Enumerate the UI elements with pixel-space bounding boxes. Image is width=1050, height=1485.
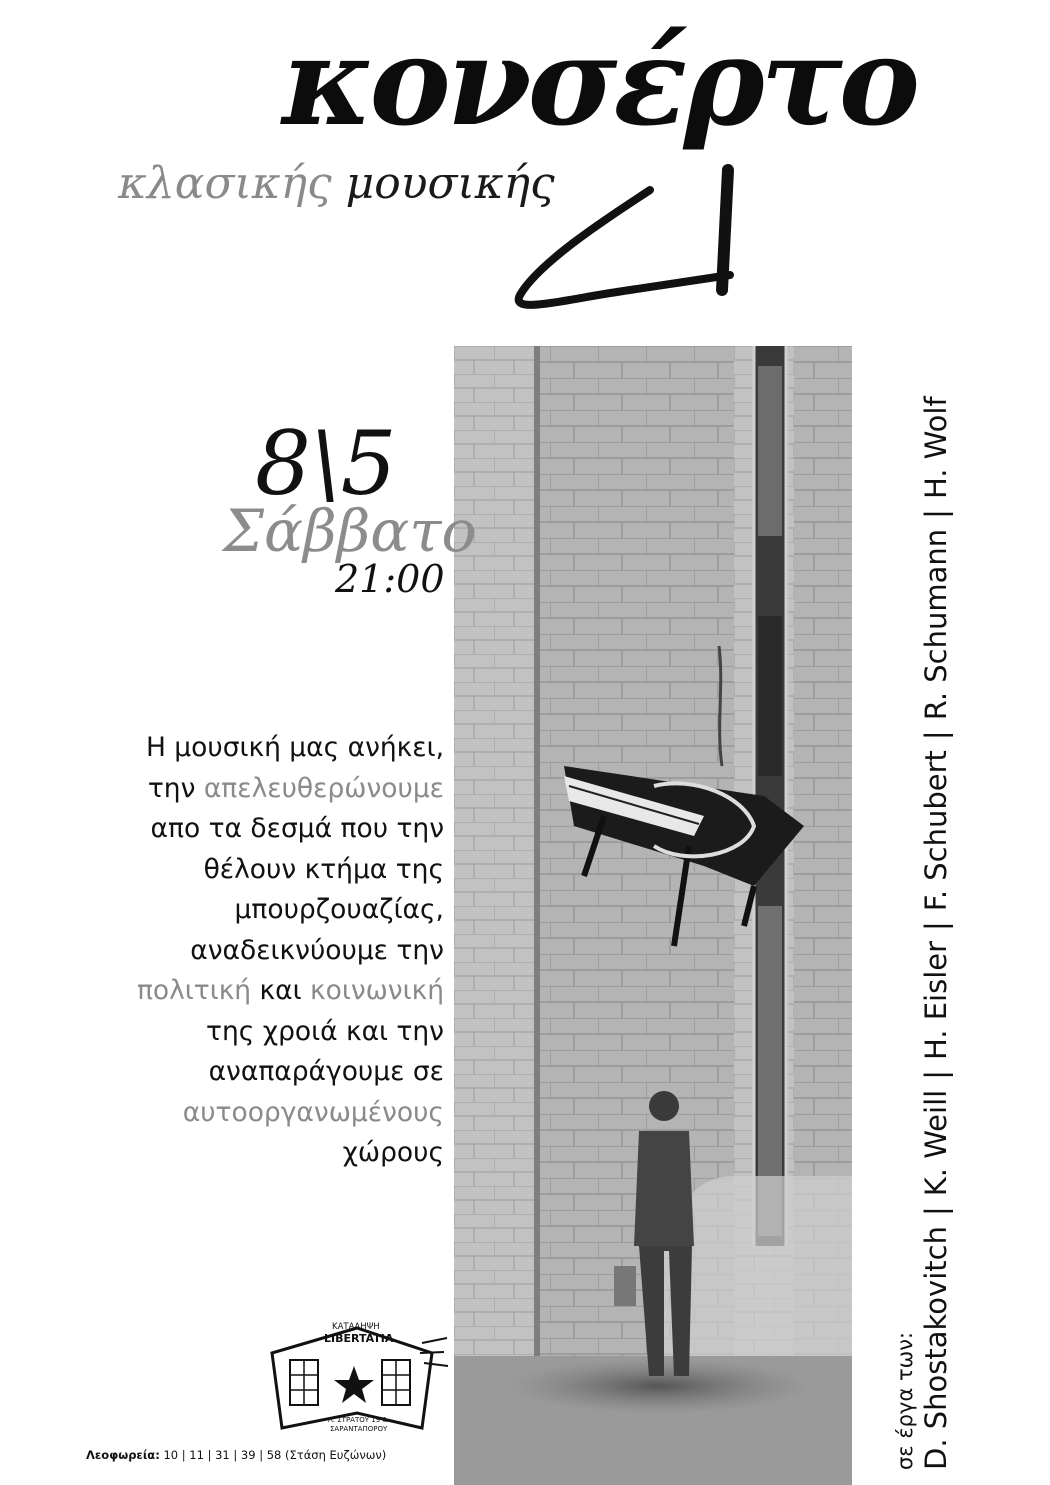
composer-name: R. Schumann — [919, 528, 953, 721]
logo-line1: ΚΑΤΑΛΗΨΗ — [332, 1322, 380, 1332]
manifesto-segment: απο τα δεσμά που την — [150, 813, 444, 844]
composer-name: D. Shostakovitch — [919, 1226, 953, 1470]
manifesto-segment: και — [251, 975, 311, 1006]
bus-info — [86, 1448, 386, 1462]
manifesto-segment: την — [147, 772, 204, 804]
composer-separator: | — [919, 509, 953, 519]
manifesto-highlight: απελευθερώνουμε — [203, 772, 444, 804]
composer-name: K. Weill — [919, 1089, 953, 1197]
manifesto-segment: Η μουσική μας ανήκει, — [145, 732, 444, 763]
manifesto-highlight: πολιτική — [136, 975, 252, 1006]
manifesto-line — [44, 1133, 444, 1174]
manifesto-segment: της χροιά και την — [206, 1015, 444, 1047]
manifesto-line — [44, 1093, 444, 1134]
poster-photo — [454, 346, 852, 1485]
manifesto-line — [44, 1012, 444, 1053]
event-time: 21:00 — [335, 557, 445, 601]
poster-title: κονσέρτο — [282, 9, 917, 153]
bus-label: Λεοφωρεία: — [86, 1448, 160, 1462]
event-date: 8\5 — [255, 412, 397, 515]
manifesto-highlight: κοινωνική — [310, 975, 444, 1006]
manifesto-segment: αναδεικνύουμε την — [190, 934, 444, 966]
manifesto-line — [44, 890, 444, 931]
manifesto-text — [44, 728, 444, 1174]
composer-name: F. Schubert — [919, 750, 953, 912]
building-illustration — [454, 346, 852, 1485]
manifesto-line — [44, 850, 444, 891]
poster-subtitle — [118, 158, 555, 209]
subtitle-word-music: μουσικής — [345, 158, 555, 209]
composers-list — [893, 396, 953, 1470]
manifesto-segment: θέλουν κτήμα της — [203, 853, 444, 885]
manifesto-line — [44, 728, 444, 769]
composer-names — [919, 396, 953, 1470]
manifesto-segment: χώρους — [342, 1137, 444, 1168]
manifesto-line — [44, 931, 444, 972]
composer-name: H. Eisler — [919, 940, 953, 1061]
subtitle-word-classical: κλασικής — [118, 158, 332, 209]
logo-addr1: Λ. ΣΤΡΑΤΟΥ 19 & — [328, 1416, 388, 1424]
logo-addr2: ΣΑΡΑΝΤΑΠΟΡΟΥ — [330, 1425, 388, 1433]
event-day: Σάββατο — [223, 497, 477, 565]
manifesto-line — [44, 809, 444, 850]
logo-line2: LIBERTATIA — [324, 1332, 394, 1345]
manifesto-line — [44, 971, 444, 1012]
event-datetime — [215, 412, 477, 610]
libertatia-logo — [262, 1318, 452, 1438]
manifesto-line — [44, 1052, 444, 1093]
bus-routes: 10 | 11 | 31 | 39 | 58 (Στάση Ευζώνων) — [163, 1448, 387, 1462]
composer-separator: | — [919, 921, 953, 931]
manifesto-segment: αναπαράγουμε σε — [208, 1056, 444, 1087]
manifesto-line — [44, 769, 444, 810]
manifesto-segment: μπουρζουαζίας, — [234, 894, 444, 925]
manifesto-highlight: αυτοοργανωμένους — [182, 1096, 444, 1128]
composer-name: H. Wolf — [919, 396, 953, 500]
composers-prefix: σε έργα των: — [893, 1332, 917, 1470]
composer-separator: | — [919, 1206, 953, 1217]
composer-separator: | — [919, 1070, 953, 1080]
composer-separator: | — [919, 730, 953, 741]
